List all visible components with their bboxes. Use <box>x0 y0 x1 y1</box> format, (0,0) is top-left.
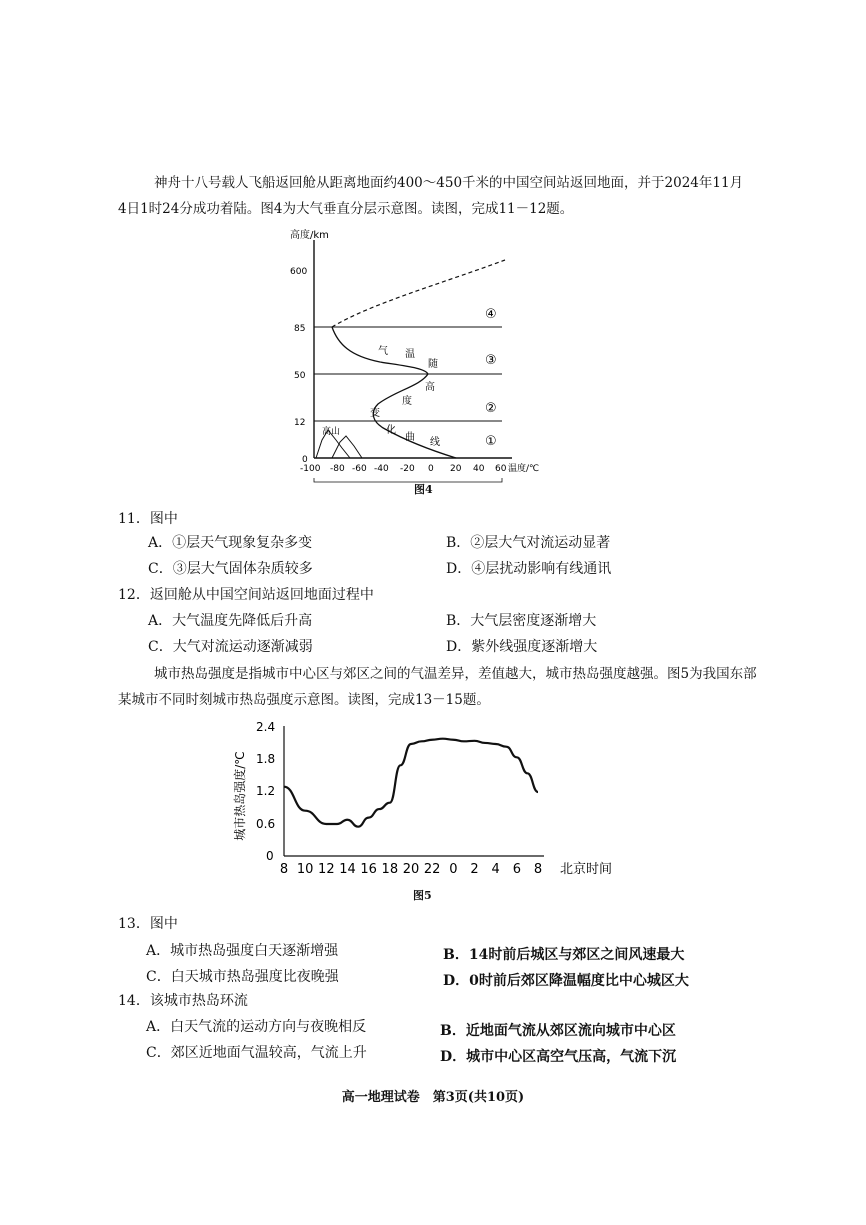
fig5-ylabel: 城市热岛强度/℃ <box>233 751 247 841</box>
fig4-xtick: -60 <box>352 464 367 474</box>
q11-option-c: C．③层大气固体杂质较多 <box>148 561 313 577</box>
intro-paragraph-2 <box>118 661 758 713</box>
fig4-ytick-600: 600 <box>290 267 308 277</box>
fig5-ytick: 2.4 <box>256 720 276 734</box>
intro-paragraph-1 <box>118 170 748 222</box>
q13-option-a: A．城市热岛强度白天逐渐增强 <box>146 943 339 959</box>
q13-option-d: D．0时前后郊区降温幅度比中心城区大 <box>443 973 689 989</box>
fig5-xtick: 10 <box>296 862 314 877</box>
curve-char-9: 线 <box>430 437 440 448</box>
mountain-label: 高山 <box>322 427 341 437</box>
figure-4-caption: 图4 <box>414 483 433 496</box>
fig5-xtick: 4 <box>491 862 500 877</box>
intro-text-1: 神舟十八号载人飞船返回舱从距离地面约400～450千米的中国空间站返回地面，并于2024年11月4日1时24分成功着陆。图4为大气垂直分层示意图。读图，完成11－12题。 <box>118 175 744 217</box>
temperature-curve-dashed <box>332 260 505 327</box>
curve-char-5: 度 <box>402 396 412 407</box>
figure-4-atmosphere-layers <box>280 226 540 496</box>
fig5-xtick: 20 <box>402 862 420 877</box>
fig4-xtick: -20 <box>400 464 415 474</box>
q12-stem: 12．返回舱从中国空间站返回地面过程中 <box>118 587 374 603</box>
q14-option-b: B．近地面气流从郊区流向城市中心区 <box>440 1023 676 1039</box>
q12-option-c: C．大气对流运动逐渐减弱 <box>148 639 313 655</box>
fig5-xlabel: 北京时间 <box>560 862 613 877</box>
q14-option-a: A．白天气流的运动方向与夜晚相反 <box>146 1019 367 1035</box>
figure-5-caption: 图5 <box>413 889 432 902</box>
fig4-x-bracket <box>314 478 502 482</box>
layer-3-label: ③ <box>485 353 497 368</box>
layer-4-label: ④ <box>485 307 497 322</box>
fig5-xtick: 12 <box>318 862 335 877</box>
curve-char-1: 气 <box>378 346 388 357</box>
fig4-xtick: -80 <box>330 464 345 474</box>
fig5-ytick: 1.8 <box>256 752 276 766</box>
curve-char-4: 高 <box>425 382 435 393</box>
fig4-ytick-85: 85 <box>294 324 306 334</box>
q11-option-a: A．①层天气现象复杂多变 <box>148 535 313 551</box>
fig5-xtick: 0 <box>449 862 458 877</box>
fig5-xtick: 2 <box>470 862 479 877</box>
curve-char-6: 变 <box>370 408 380 419</box>
q14-option-c: C．郊区近地面气温较高，气流上升 <box>146 1045 367 1061</box>
q11-stem: 11．图中 <box>118 511 178 527</box>
q12-option-a: A．大气温度先降低后升高 <box>148 613 313 629</box>
fig4-xtick: -40 <box>374 464 389 474</box>
fig4-ylabel: 高度/km <box>290 230 329 241</box>
q14-option-d: D．城市中心区高空气压高，气流下沉 <box>440 1049 677 1065</box>
figure-5-heat-island-chart <box>226 716 636 886</box>
fig4-xtick: 0 <box>428 464 434 474</box>
fig4-xtick: -100 <box>300 464 321 474</box>
fig5-ytick: 0 <box>266 849 274 863</box>
fig5-xtick: 8 <box>533 862 543 877</box>
fig4-ytick-12: 12 <box>294 418 306 428</box>
curve-char-3: 随 <box>428 359 438 370</box>
fig5-ytick: 0.6 <box>256 817 276 831</box>
fig4-ytick-0: 0 <box>302 455 308 465</box>
q14-stem: 14．该城市热岛环流 <box>118 993 248 1009</box>
q12-option-d: D．紫外线强度逐渐增大 <box>446 639 598 655</box>
fig4-xtick: 40 <box>473 464 485 474</box>
curve-char-7: 化 <box>386 425 396 436</box>
curve-char-2: 温 <box>405 349 415 360</box>
intro-text-2: 城市热岛强度是指城市中心区与郊区之间的气温差异，差值越大，城市热岛强度越强。图5为我国东部某城市不同时刻城市热岛强度示意图。读图，完成13－15题。 <box>118 666 757 708</box>
fig5-xtick: 14 <box>339 862 356 877</box>
fig4-ytick-50: 50 <box>294 371 306 381</box>
fig5-xtick: 6 <box>512 862 521 877</box>
layer-2-label: ② <box>485 401 497 416</box>
layer-1-label: ① <box>485 434 497 449</box>
fig4-xlabel: 温度/℃ <box>508 464 540 474</box>
page-footer: 高一地理试卷 第3页(共10页) <box>341 1090 525 1105</box>
fig4-xtick: 20 <box>450 464 462 474</box>
fig5-xtick: 18 <box>381 862 399 877</box>
fig5-xtick: 8 <box>279 862 289 877</box>
q13-option-c: C．白天城市热岛强度比夜晚强 <box>146 969 339 985</box>
fig5-ytick: 1.2 <box>256 784 276 798</box>
q13-stem: 13．图中 <box>118 916 178 932</box>
fig5-xtick: 16 <box>360 862 377 877</box>
curve-char-8: 曲 <box>405 432 415 443</box>
heat-island-series-line <box>284 739 538 827</box>
q13-option-b: B．14时前后城区与郊区之间风速最大 <box>443 947 685 963</box>
fig4-xtick: 60 <box>495 464 507 474</box>
q11-option-d: D．④层扰动影响有线通讯 <box>446 561 612 577</box>
q12-option-b: B．大气层密度逐渐增大 <box>446 613 597 629</box>
q11-option-b: B．②层大气对流运动显著 <box>446 535 611 551</box>
fig5-xtick: 22 <box>423 862 441 877</box>
